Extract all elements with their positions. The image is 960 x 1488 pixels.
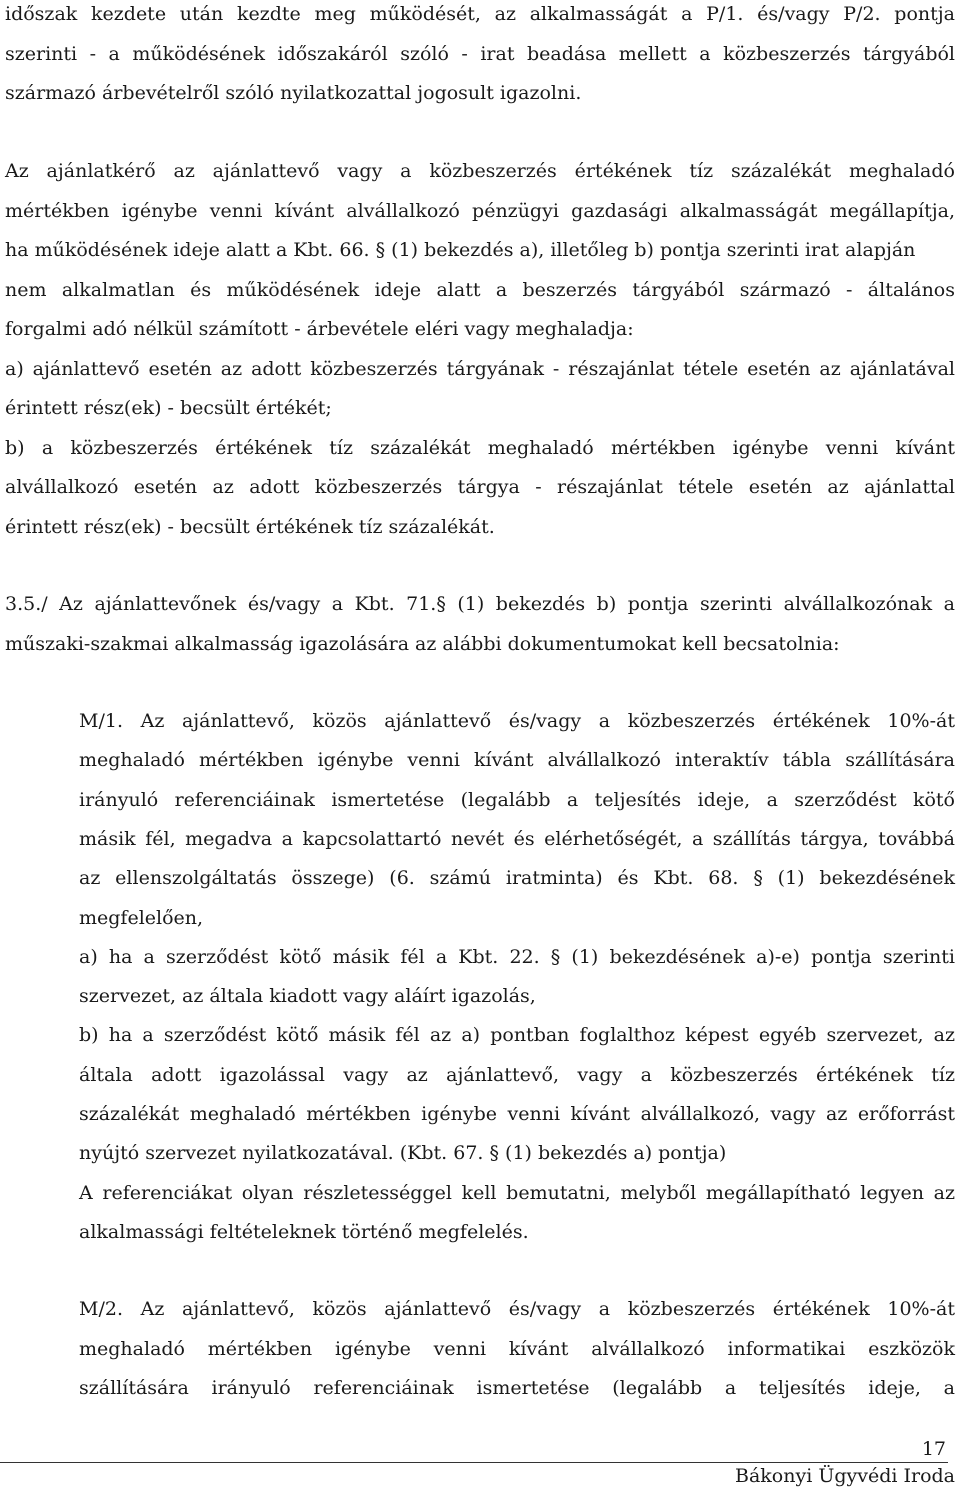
text-line: alvállalkozó esetén az adott közbeszerzés tárgya - részajánlat tétele esetén az ajánlattal bbox=[5, 476, 955, 498]
text-line: származó árbevételről szóló nyilatkozattal jogosult igazolni. bbox=[5, 82, 582, 104]
text-line: nyújtó szervezet nyilatkozatával. (Kbt. 67. § (1) bekezdés a) pontja) bbox=[79, 1142, 727, 1165]
text-line: b) a közbeszerzés értékének tíz százalékát meghaladó mértékben igénybe venni kívánt bbox=[5, 436, 955, 459]
text-line: alkalmassági feltételeknek történő megfelelés. bbox=[79, 1220, 529, 1243]
text-line: időszak kezdete után kezdte meg működését, az alkalmasságát a P/1. és/vagy P/2. pontja bbox=[5, 3, 955, 25]
text-line: a) ajánlattevő esetén az adott közbeszerzés tárgyának - részajánlat tétele esetén az ajánlatával bbox=[5, 357, 955, 380]
text-line: mértékben igénybe venni kívánt alvállalkozó pénzügyi gazdasági alkalmasságát megállapítja, bbox=[5, 199, 955, 222]
text-line: b) ha a szerződést kötő másik fél az a) pontban foglalthoz képest egyéb szervezet, az bbox=[79, 1024, 955, 1047]
text-line: a) ha a szerződést kötő másik fél a Kbt. 22. § (1) bekezdésének a)-e) pontja szerinti bbox=[79, 945, 955, 968]
text-line: érintett rész(ek) - becsült értékének tíz százalékát. bbox=[5, 515, 495, 538]
text-line: szervezet, az általa kiadott vagy aláírt igazolás, bbox=[79, 985, 536, 1008]
text-line: ha működésének ideje alatt a Kbt. 66. § (1) bekezdés a), illetőleg b) pontja szerinti irat alapján bbox=[5, 239, 916, 261]
footer-divider bbox=[0, 1462, 948, 1463]
text-line: meghaladó mértékben igénybe venni kívánt alvállalkozó interaktív tábla szállítására bbox=[79, 749, 955, 772]
text-line: megfelelően, bbox=[79, 906, 204, 929]
text-line: százalékát meghaladó mértékben igénybe venni kívánt alvállalkozó, vagy az erőforrást bbox=[79, 1103, 955, 1125]
text-line: az ellenszolgáltatás összege) (6. számú iratminta) és Kbt. 68. § (1) bekezdésének bbox=[79, 867, 955, 890]
text-line: érintett rész(ek) - becsült értékét; bbox=[5, 397, 332, 419]
text-line: szerinti - a működésének időszakáról szóló - irat beadása mellett a közbeszerzés tárgyából bbox=[5, 42, 955, 65]
footer-firm-name: Bákonyi Ügyvédi Iroda bbox=[734, 1465, 955, 1487]
text-line: A referenciákat olyan részletességgel kell bemutatni, melyből megállapítható legyen az bbox=[79, 1181, 955, 1204]
text-line: nem alkalmatlan és működésének ideje alatt a beszerzés tárgyából származó - általános bbox=[5, 278, 955, 301]
text-line: szállítására irányuló referenciáinak ismertetése (legalább a teljesítés ideje, a bbox=[79, 1377, 955, 1399]
text-line: irányuló referenciáinak ismertetése (legalább a teljesítés ideje, a szerződést kötő bbox=[79, 788, 955, 811]
page-number: 17 bbox=[921, 1438, 946, 1460]
text-line: másik fél, megadva a kapcsolattartó nevét és elérhetőségét, a szállítás tárgya, továbbá bbox=[79, 827, 955, 850]
text-line: forgalmi adó nélkül számított - árbevétele eléri vagy meghaladja: bbox=[5, 318, 634, 340]
text-line: M/1. Az ajánlattevő, közös ajánlattevő és/vagy a közbeszerzés értékének 10%-át bbox=[79, 710, 955, 732]
text-line: műszaki-szakmai alkalmasság igazolására az alábbi dokumentumokat kell becsatolnia: bbox=[5, 632, 840, 655]
text-line: M/2. Az ajánlattevő, közös ajánlattevő és/vagy a közbeszerzés értékének 10%-át bbox=[79, 1298, 955, 1320]
text-line: 3.5./ Az ajánlattevőnek és/vagy a Kbt. 71.§ (1) bekezdés b) pontja szerinti alvállalkozónak a bbox=[5, 593, 955, 615]
text-line: meghaladó mértékben igénybe venni kívánt alvállalkozó informatikai eszközök bbox=[79, 1337, 955, 1360]
text-line: Az ajánlatkérő az ajánlattevő vagy a közbeszerzés értékének tíz százalékát meghaladó bbox=[5, 160, 955, 182]
text-line: általa adott igazolással vagy az ajánlattevő, vagy a közbeszerzés értékének tíz bbox=[79, 1063, 955, 1086]
